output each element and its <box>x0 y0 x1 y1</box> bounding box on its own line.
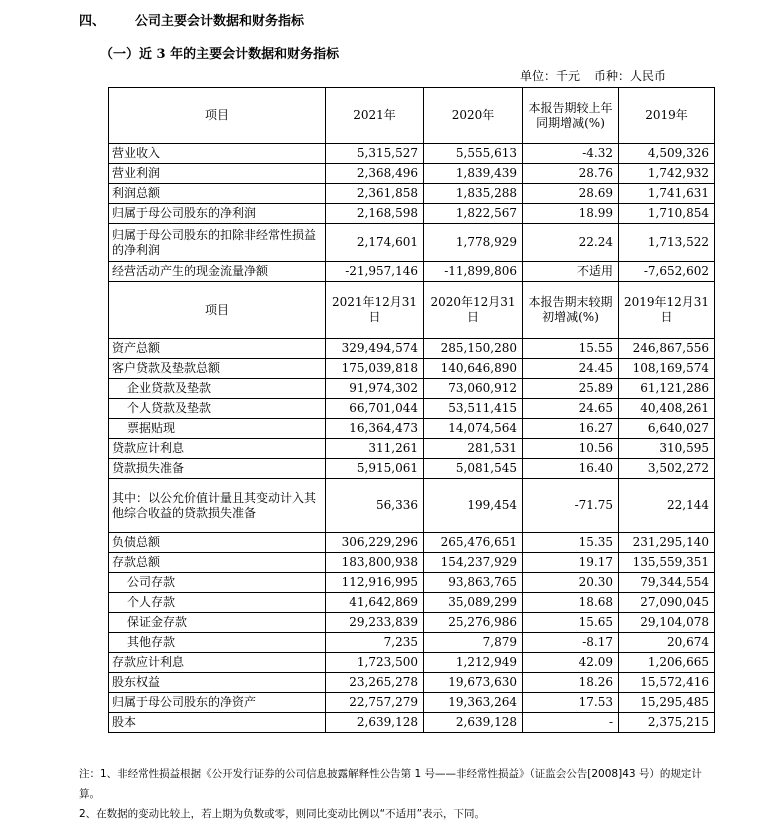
value-cell: 231,295,140 <box>619 533 715 553</box>
value-cell: 29,104,078 <box>619 613 715 633</box>
table-row <box>109 573 715 593</box>
value-cell: 24.65 <box>523 399 619 419</box>
value-cell: 2,639,128 <box>326 713 424 733</box>
unit-line <box>520 67 666 84</box>
value-cell: 25,276,986 <box>424 613 523 633</box>
value-cell: 5,555,613 <box>424 144 523 164</box>
row-label: 其他存款 <box>109 633 326 653</box>
value-cell: 16.27 <box>523 419 619 439</box>
table-row <box>109 359 715 379</box>
table-row <box>109 224 715 262</box>
value-cell: 3,502,272 <box>619 459 715 479</box>
value-cell: 135,559,351 <box>619 553 715 573</box>
value-cell: 183,800,938 <box>326 553 424 573</box>
table-row <box>109 144 715 164</box>
value-cell: 154,237,929 <box>424 553 523 573</box>
header-cell: 2021年12月31日 <box>326 282 424 339</box>
value-cell: 2,639,128 <box>424 713 523 733</box>
value-cell: 17.53 <box>523 693 619 713</box>
table-row <box>109 479 715 533</box>
value-cell: 27,090,045 <box>619 593 715 613</box>
table-row <box>109 673 715 693</box>
value-cell: 2,174,601 <box>326 224 424 262</box>
value-cell: 1,835,288 <box>424 184 523 204</box>
header-cell: 2021年 <box>326 88 424 144</box>
table-row <box>109 164 715 184</box>
value-cell: 25.89 <box>523 379 619 399</box>
header-cell: 项目 <box>109 88 326 144</box>
table-row <box>109 633 715 653</box>
value-cell: 7,879 <box>424 633 523 653</box>
value-cell: 2,368,496 <box>326 164 424 184</box>
value-cell: 1,206,665 <box>619 653 715 673</box>
value-cell: 10.56 <box>523 439 619 459</box>
value-cell: 265,476,651 <box>424 533 523 553</box>
row-label: 票据贴现 <box>109 419 326 439</box>
value-cell: 14,074,564 <box>424 419 523 439</box>
row-label: 存款应计利息 <box>109 653 326 673</box>
value-cell: 41,642,869 <box>326 593 424 613</box>
value-cell: 18.68 <box>523 593 619 613</box>
row-label: 股东权益 <box>109 673 326 693</box>
value-cell: 79,344,554 <box>619 573 715 593</box>
value-cell: 311,261 <box>326 439 424 459</box>
value-cell: -71.75 <box>523 479 619 533</box>
value-cell: 7,235 <box>326 633 424 653</box>
value-cell: 108,169,574 <box>619 359 715 379</box>
row-label: 资产总额 <box>109 339 326 359</box>
section-heading <box>79 10 304 29</box>
table-header-row <box>109 88 715 144</box>
row-label: 归属于母公司股东的净资产 <box>109 693 326 713</box>
financial-data-table <box>108 87 715 733</box>
value-cell: 2,361,858 <box>326 184 424 204</box>
value-cell: 1,741,631 <box>619 184 715 204</box>
value-cell: 329,494,574 <box>326 339 424 359</box>
value-cell: 28.76 <box>523 164 619 184</box>
row-label: 利润总额 <box>109 184 326 204</box>
header-cell: 项目 <box>109 282 326 339</box>
value-cell: 16,364,473 <box>326 419 424 439</box>
value-cell: 不适用 <box>523 262 619 282</box>
value-cell: 1,839,439 <box>424 164 523 184</box>
value-cell: 18.99 <box>523 204 619 224</box>
value-cell: 1,212,949 <box>424 653 523 673</box>
row-label: 营业利润 <box>109 164 326 184</box>
value-cell: 5,081,545 <box>424 459 523 479</box>
value-cell: 66,701,044 <box>326 399 424 419</box>
value-cell: 246,867,556 <box>619 339 715 359</box>
value-cell: 15.55 <box>523 339 619 359</box>
value-cell: -11,899,806 <box>424 262 523 282</box>
unit-label: 单位：千元 <box>520 69 581 83</box>
value-cell: 2,168,598 <box>326 204 424 224</box>
row-label: 经营活动产生的现金流量净额 <box>109 262 326 282</box>
value-cell: 140,646,890 <box>424 359 523 379</box>
value-cell: 24.45 <box>523 359 619 379</box>
table-row <box>109 399 715 419</box>
value-cell: -21,957,146 <box>326 262 424 282</box>
value-cell: 42.09 <box>523 653 619 673</box>
value-cell: 29,233,839 <box>326 613 424 633</box>
row-label: 归属于母公司股东的扣除非经常性损益的净利润 <box>109 224 326 262</box>
row-label: 客户贷款及垫款总额 <box>109 359 326 379</box>
table-row <box>109 204 715 224</box>
row-label: 负债总额 <box>109 533 326 553</box>
header-cell: 2019年12月31日 <box>619 282 715 339</box>
header-cell: 本报告期较上年同期增减(%) <box>523 88 619 144</box>
value-cell: 73,060,912 <box>424 379 523 399</box>
value-cell: 91,974,302 <box>326 379 424 399</box>
value-cell: 15.35 <box>523 533 619 553</box>
value-cell: 22,144 <box>619 479 715 533</box>
value-cell: 2,375,215 <box>619 713 715 733</box>
value-cell: 19,673,630 <box>424 673 523 693</box>
value-cell: 40,408,261 <box>619 399 715 419</box>
value-cell: 20.30 <box>523 573 619 593</box>
value-cell: 61,121,286 <box>619 379 715 399</box>
value-cell: 56,336 <box>326 479 424 533</box>
value-cell: 199,454 <box>424 479 523 533</box>
value-cell: 1,822,567 <box>424 204 523 224</box>
value-cell: 15.65 <box>523 613 619 633</box>
table-row <box>109 593 715 613</box>
section-number: 四、 <box>79 14 106 29</box>
row-label: 企业贷款及垫款 <box>109 379 326 399</box>
table-row <box>109 339 715 359</box>
value-cell: - <box>523 713 619 733</box>
value-cell: 4,509,326 <box>619 144 715 164</box>
value-cell: 16.40 <box>523 459 619 479</box>
row-label: 个人贷款及垫款 <box>109 399 326 419</box>
table-row <box>109 693 715 713</box>
table-row <box>109 653 715 673</box>
value-cell: 18.26 <box>523 673 619 693</box>
row-label: 贷款损失准备 <box>109 459 326 479</box>
header-cell: 2019年 <box>619 88 715 144</box>
header-cell: 2020年12月31日 <box>424 282 523 339</box>
table-row <box>109 379 715 399</box>
row-label: 股本 <box>109 713 326 733</box>
value-cell: 5,315,527 <box>326 144 424 164</box>
table-row <box>109 459 715 479</box>
value-cell: -7,652,602 <box>619 262 715 282</box>
value-cell: 19.17 <box>523 553 619 573</box>
table-header-row <box>109 282 715 339</box>
value-cell: 22,757,279 <box>326 693 424 713</box>
value-cell: 23,265,278 <box>326 673 424 693</box>
footnote: 注：1、非经常性损益根据《公开发行证券的公司信息披露解释性公告第 1 号——非经常性损益》（证监会公告[2008]43 号）的规定计算。 <box>79 768 702 800</box>
currency-label: 币种：人民币 <box>594 69 667 83</box>
row-label: 个人存款 <box>109 593 326 613</box>
value-cell: 1,713,522 <box>619 224 715 262</box>
value-cell: 5,915,061 <box>326 459 424 479</box>
value-cell: 112,916,995 <box>326 573 424 593</box>
value-cell: 1,778,929 <box>424 224 523 262</box>
value-cell: 35,089,299 <box>424 593 523 613</box>
row-label: 保证金存款 <box>109 613 326 633</box>
value-cell: 22.24 <box>523 224 619 262</box>
footnotes <box>79 764 719 824</box>
value-cell: 6,640,027 <box>619 419 715 439</box>
table-row <box>109 713 715 733</box>
value-cell: 20,674 <box>619 633 715 653</box>
value-cell: 285,150,280 <box>424 339 523 359</box>
row-label: 贷款应计利息 <box>109 439 326 459</box>
row-label: 其中：以公允价值计量且其变动计入其他综合收益的贷款损失准备 <box>109 479 326 533</box>
row-label: 公司存款 <box>109 573 326 593</box>
value-cell: 28.69 <box>523 184 619 204</box>
subsection-heading: （一）近 3 年的主要会计数据和财务指标 <box>100 47 340 62</box>
row-label: 营业收入 <box>109 144 326 164</box>
value-cell: 281,531 <box>424 439 523 459</box>
row-label: 归属于母公司股东的净利润 <box>109 204 326 224</box>
value-cell: 15,295,485 <box>619 693 715 713</box>
header-cell: 2020年 <box>424 88 523 144</box>
value-cell: 53,511,415 <box>424 399 523 419</box>
table-row <box>109 184 715 204</box>
value-cell: 93,863,765 <box>424 573 523 593</box>
table-row <box>109 419 715 439</box>
value-cell: 175,039,818 <box>326 359 424 379</box>
table-row <box>109 533 715 553</box>
value-cell: 306,229,296 <box>326 533 424 553</box>
section-title: 公司主要会计数据和财务指标 <box>135 14 305 29</box>
header-cell: 本报告期末较期初增减(%) <box>523 282 619 339</box>
value-cell: 15,572,416 <box>619 673 715 693</box>
value-cell: -8.17 <box>523 633 619 653</box>
footnote: 2、在数据的变动比较上，若上期为负数或零，则同比变动比例以“不适用”表示，下同。 <box>79 808 486 820</box>
row-label: 存款总额 <box>109 553 326 573</box>
value-cell: 1,742,932 <box>619 164 715 184</box>
value-cell: 19,363,264 <box>424 693 523 713</box>
value-cell: 1,723,500 <box>326 653 424 673</box>
table-row <box>109 439 715 459</box>
table-row <box>109 553 715 573</box>
table-row <box>109 262 715 282</box>
value-cell: -4.32 <box>523 144 619 164</box>
value-cell: 1,710,854 <box>619 204 715 224</box>
table-row <box>109 613 715 633</box>
value-cell: 310,595 <box>619 439 715 459</box>
